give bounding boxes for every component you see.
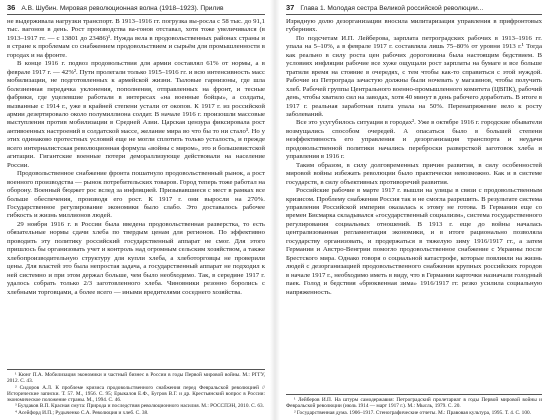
left-footnote: ¹ Кюнг П.А. Мобилизация экономики и частный бизнес в России в годы Первой мировой войны. М.: РГГУ, 2012. С. 43.	[7, 371, 265, 385]
right-page-number: 37	[286, 3, 295, 12]
left-running-head	[7, 3, 265, 15]
left-paragraph: не выдерживала нагрузки транспорт. В 1913–1916 гг. погрузка вы-росла с 58 тыс. до 91,1 тыс. вагонов в день. Рост производства ва-гонов отставал, хотя тоже увеличивался (в 1913–1917 гг. — с 13801 до 23486)¹. Нужда вела в продовольственных районах страны и в стране к проблемам со снабжением продовольствием и сырьём для промышленности в городах и на фронте.	[7, 18, 265, 59]
left-footnote: ⁴ Асейфорд И.П.; Рудыченко С.А. Революция и хлеб. С. 38.	[15, 409, 149, 416]
left-paragraph: Продовольственное снабжение фронта пошатнуло продовольственный рынок, а рост военного производства — рынок потребительских товаров. Город теперь тоже работал на оборону. Военный бюджет рос вслед за инфляцией. Призывавшиеся с мест в рамках все больше обеспечения, производя его рост. К 1917 г. они выросли на 270%. Государственное регулирование экономики было слабо. Это доставалось рабочее гибкость и жизнь миллионов людей.	[7, 170, 265, 220]
right-paragraph: По подсчетам И.П. Лейберова, зарплата петроградских рабочих в 1913–1916 гг. упала на 5–10%, а в феврале 1917 г. составляла лишь 75–80% от уровня 1913 г.¹ Тогда как реально в силу роста цен рабочих дороговизна была настоящим бедствием. В условиях инфляции рабочие все хуже ощущали рост зарплаты на бумаге и все больше тратили время на стояние в очередях, с тем чтобы как-то справиться с этой нуждой. Рабочие из Петрограда зачастую должны были ночевать у магазинов, чтобы получить хлеб. Рабочей группы Центрального военно-промышленного комитета (ЦВПК), рабочий день, чтобы хватило сил на заводах, хотя 40 минут в день рабочего доработать. В итоге в 1917 г. реальная заработная плата упала на 50%. Перенапряжение вело к росту заболеваний.	[286, 34, 542, 118]
left-footnote: ² Сидоров А.Л. К проблеме кризиса продовольственного снабжения перед Февральской революцией // Исторические записки. Т. 57. М., 1956. С. 95; Ерыкалов Е.Ф., Бугров В.Г. и др. Крестьянский вопрос в России: экономическое положение страны. М., 1994. С. 46.	[7, 384, 265, 404]
right-paragraph: Российские рабочие в марте 1917 г. вышли на улицы в связи с продовольственным кризисом. Проблему снабжения Россия так и не смогла разрешить. В результате система управления Российской империи оказалась к этому не готова. В Германии еще со времен Бисмарка складывался «государственный социализм», система государственного регулирования социальных отношений. В 1913 г. еще до войны началась централизованная регламентация экономики, и в итоге рационально позволяла государству организовать, и продержаться в тяжелую зиму 1916/1917 гг., а затем Германии и Австро-Венгрии помогло продовольственное снабжение с Украины после Брестского мира. Однако говоря о социальной катастрофе, которые повлияли на жизнь людей с дезорганизацией продовольственного снабжения крупных российских городов в начале 1917 г., необходимо иметь в виду, что в Германии карточки назначали голодный паек. Голод и бедствия «брюквенная зима» 1916/1917 гг. резко усилила социальную напряженность.	[286, 187, 542, 296]
right-footnotes	[286, 394, 542, 416]
right-paragraph: Таким образом, в силу долговременных причин развития, в силу особенностей мировой войны избежать революции было практически невозможно. Как и в системе государств, в силу объективных противоречий развития.	[286, 161, 542, 186]
right-paragraph: Все это усугубилось ситуация в городах². Уже в октябре 1916 г. городские обыватели возмущались способом очередей. А опасаться было в большей степени неэффективность его управления и дезорганизация транспорта и неудачи продовольственной политики начались переброски разверсткой заготовок хлеба и управления в 1916 г.	[286, 119, 542, 161]
right-running-head	[286, 3, 542, 15]
left-body-text	[7, 18, 265, 297]
left-page	[0, 0, 270, 420]
right-footnote: ¹ Лейберов И.П. На штурм самодержавия: Петроградский пролетариат в годы Первой мировой войны и Февральской революции (июль 1914 — март 1917 г.). М.: Мысль, 1979. С. 20.	[286, 397, 542, 410]
left-footnotes	[7, 369, 265, 416]
left-paragraph: В конце 1916 г. подвоз продовольствия для армии составлял 61% от нормы, а в феврале 1917 г. — 42%². Пути пролегали только 1915–1916 гг. и всю интенсивность масс мобилизации, не подготовленных к армейской жизни. Тыловые гарнизоны, где шла болезненная передачка уклонения, пополнения, отправленных на фронт, и тесные фабрики, где уцелевшие работали в интересах «на военные бойцы», а солдаты, вызванные с 1914 г., уже в крайней степени устали от окопов. К 1917 г. из российской армии дезертировало около полумиллиона солдат. В начале 1916 г. произошли массовые выступления против мобилизации в Средней Азии. Царская цензура фиксировала рост антивоенных настроений в солдатской массе, желание мира во что бы то ни стало³. Но у этих одинаково протестных условий еще не могли сплотить только усталость, и прежде всего интерналистская революционная формула «войны с миром», это и большевистской агитации. Гигантские военные потери демораллизующе действовали на население России.	[7, 60, 265, 169]
book-gutter	[270, 0, 280, 420]
left-footnote: ³ Булдаков В.П. Красная смута: Природа и последствия революционного насилия. М.: РОССПЭН, 2010. С. 63.	[15, 403, 264, 410]
right-body-text	[286, 18, 542, 297]
right-page	[280, 0, 550, 420]
left-running-head-title: А.В. Шубин. Мировая революционная волна (1918–1923). Прилив	[21, 5, 224, 12]
right-paragraph: Изрядную долю дезорганизации вносила милитаризация управления в прифронтовых губерниях.	[286, 18, 542, 34]
right-running-head-title: Глава 1. Молодая сестра Великой российской революции...	[300, 5, 484, 12]
left-page-number: 36	[7, 3, 16, 12]
right-footnote: ² Государственная дума. 1906–1917. Стенографические отчеты. М.: Правовая культура, 1995. Т. 4. С. 100.	[294, 409, 531, 416]
left-paragraph: 29 ноября 1916 г. в России была введена продовольственная разверстка, то есть обязательные нормы сдачи хлеба по твердым ценам для регионов. По эффективно проводить эту политику российский государственный аппарат не смог. Для этого пришлось бы организовать учет и контроль над огромным сельским хозяйством, а также хлебопроизводительную структуру для купли хлеба, а хлеботорговцы не проверили цены. Для властей это была непростая задача, а государственный аппарат не подходил к ней системно и при этом держал больше, чем было необходимо. Так, в середине 1917 г. удалось собрать только 2/3 заготовленного хлеба. Чиновники резонно боролись с хлебными торговцами, а более всего — иными вредителями соседнего хозяйства.	[7, 220, 265, 296]
